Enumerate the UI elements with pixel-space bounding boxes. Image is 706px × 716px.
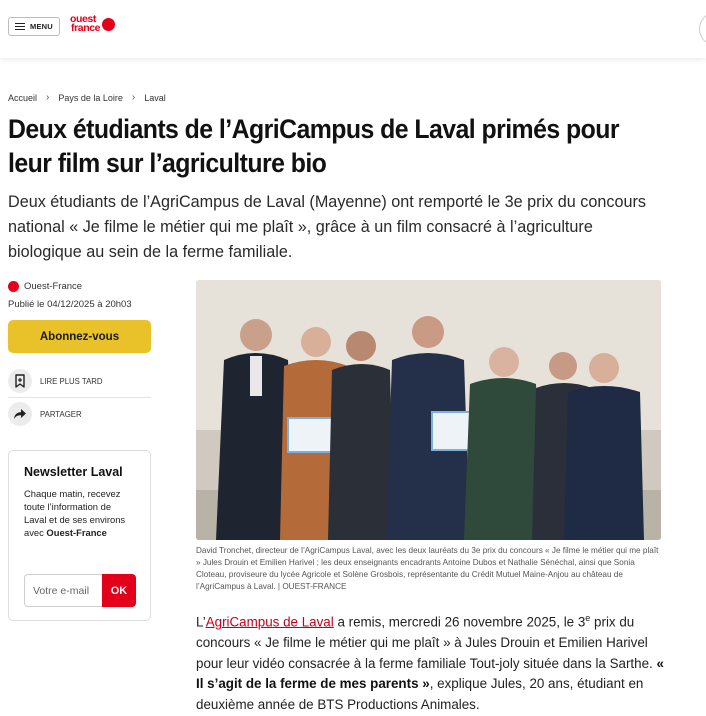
- share-button[interactable]: [8, 402, 82, 426]
- logo-word-france: france: [71, 22, 101, 34]
- account-button[interactable]: [699, 12, 706, 46]
- agricampus-link[interactable]: AgriCampus de Laval: [205, 614, 334, 630]
- top-bar: [0, 0, 706, 58]
- breadcrumb-city[interactable]: Laval: [144, 92, 166, 103]
- logo-mark-icon: [102, 18, 115, 31]
- article-title: Deux étudiants de l’AgriCampus de Laval primés pour leur film sur l’agriculture bio: [8, 114, 619, 178]
- bookmark-icon: [8, 369, 32, 393]
- menu-label: MENU: [30, 22, 53, 31]
- article-quote: « Il s’agit de la ferme de mes parents »: [196, 655, 664, 692]
- breadcrumb-home[interactable]: Accueil: [8, 92, 38, 103]
- ouest-france-icon: [8, 281, 19, 292]
- ouest-france-logo[interactable]: [70, 15, 115, 33]
- share-icon: [8, 402, 32, 426]
- newsletter-text: Chaque matin, recevez toute l’information de Laval et de ses environs avec Ouest-France: [24, 488, 126, 538]
- newsletter-email-input[interactable]: [24, 574, 102, 607]
- subscribe-button[interactable]: Abonnez-vous: [8, 320, 151, 353]
- newsletter-submit-button[interactable]: OK: [102, 574, 136, 607]
- menu-button[interactable]: [8, 17, 60, 36]
- breadcrumb: [8, 92, 166, 103]
- newsletter-box: [8, 450, 151, 621]
- publish-date: Publié le 04/12/2025 à 20h03: [8, 299, 132, 310]
- hamburger-icon: [15, 23, 25, 30]
- logo-word-ouest: ouest: [70, 13, 97, 25]
- newsletter-brand: Ouest-France: [46, 527, 107, 538]
- group-photo-image: [196, 280, 661, 540]
- article-photo[interactable]: [196, 280, 661, 540]
- newsletter-title: Newsletter Laval: [24, 465, 123, 479]
- source-name: Ouest-France: [24, 281, 83, 292]
- read-later-button[interactable]: [8, 369, 103, 393]
- newsletter-form: [24, 574, 136, 607]
- article-lead: Deux étudiants de l’AgriCampus de Laval (Mayenne) ont remporté le 3e prix du concours national « Je filme le métier qui me plaît », grâce à un film consacré à l’agriculture biologique au sein de la ferme familiale.: [8, 193, 646, 261]
- chevron-right-icon: ›: [46, 92, 50, 103]
- divider: [8, 397, 151, 398]
- article-source[interactable]: [8, 281, 82, 292]
- chevron-right-icon: ›: [131, 92, 136, 103]
- photo-caption: David Tronchet, directeur de l’AgriCampus Laval, avec les deux lauréats du 3e prix du concours « Je filme le métier qui me plaît » Jules Drouin et Emilien Harivel ; les deux enseignants encadrants Antoine Dubos et Nathalie Sénéchal, ainsi que Sonia Cloteau, proviseure du lycée Agricole et Solène Grosbois, représentante du Crédit Mutuel Maine-Anjou au château de l’AgriCampus à Laval. | OUEST-FRANCE: [196, 546, 659, 591]
- read-later-label: LIRE PLUS TARD: [40, 376, 103, 386]
- breadcrumb-region[interactable]: Pays de la Loire: [58, 92, 123, 103]
- share-label: PARTAGER: [40, 409, 82, 419]
- article-body: L’AgriCampus de Laval a remis, mercredi 26 novembre 2025, le 3e prix du concours « Je filme le métier qui me plaît » à Jules Drouin et Emilien Harivel pour leur vidéo consacrée à la ferme familiale Tout-joly située dans la Sarthe. « Il s’agit de la ferme de mes parents », explique Jules, 20 ans, étudiant en deuxième année de BTS Productions Animales.: [196, 613, 664, 712]
